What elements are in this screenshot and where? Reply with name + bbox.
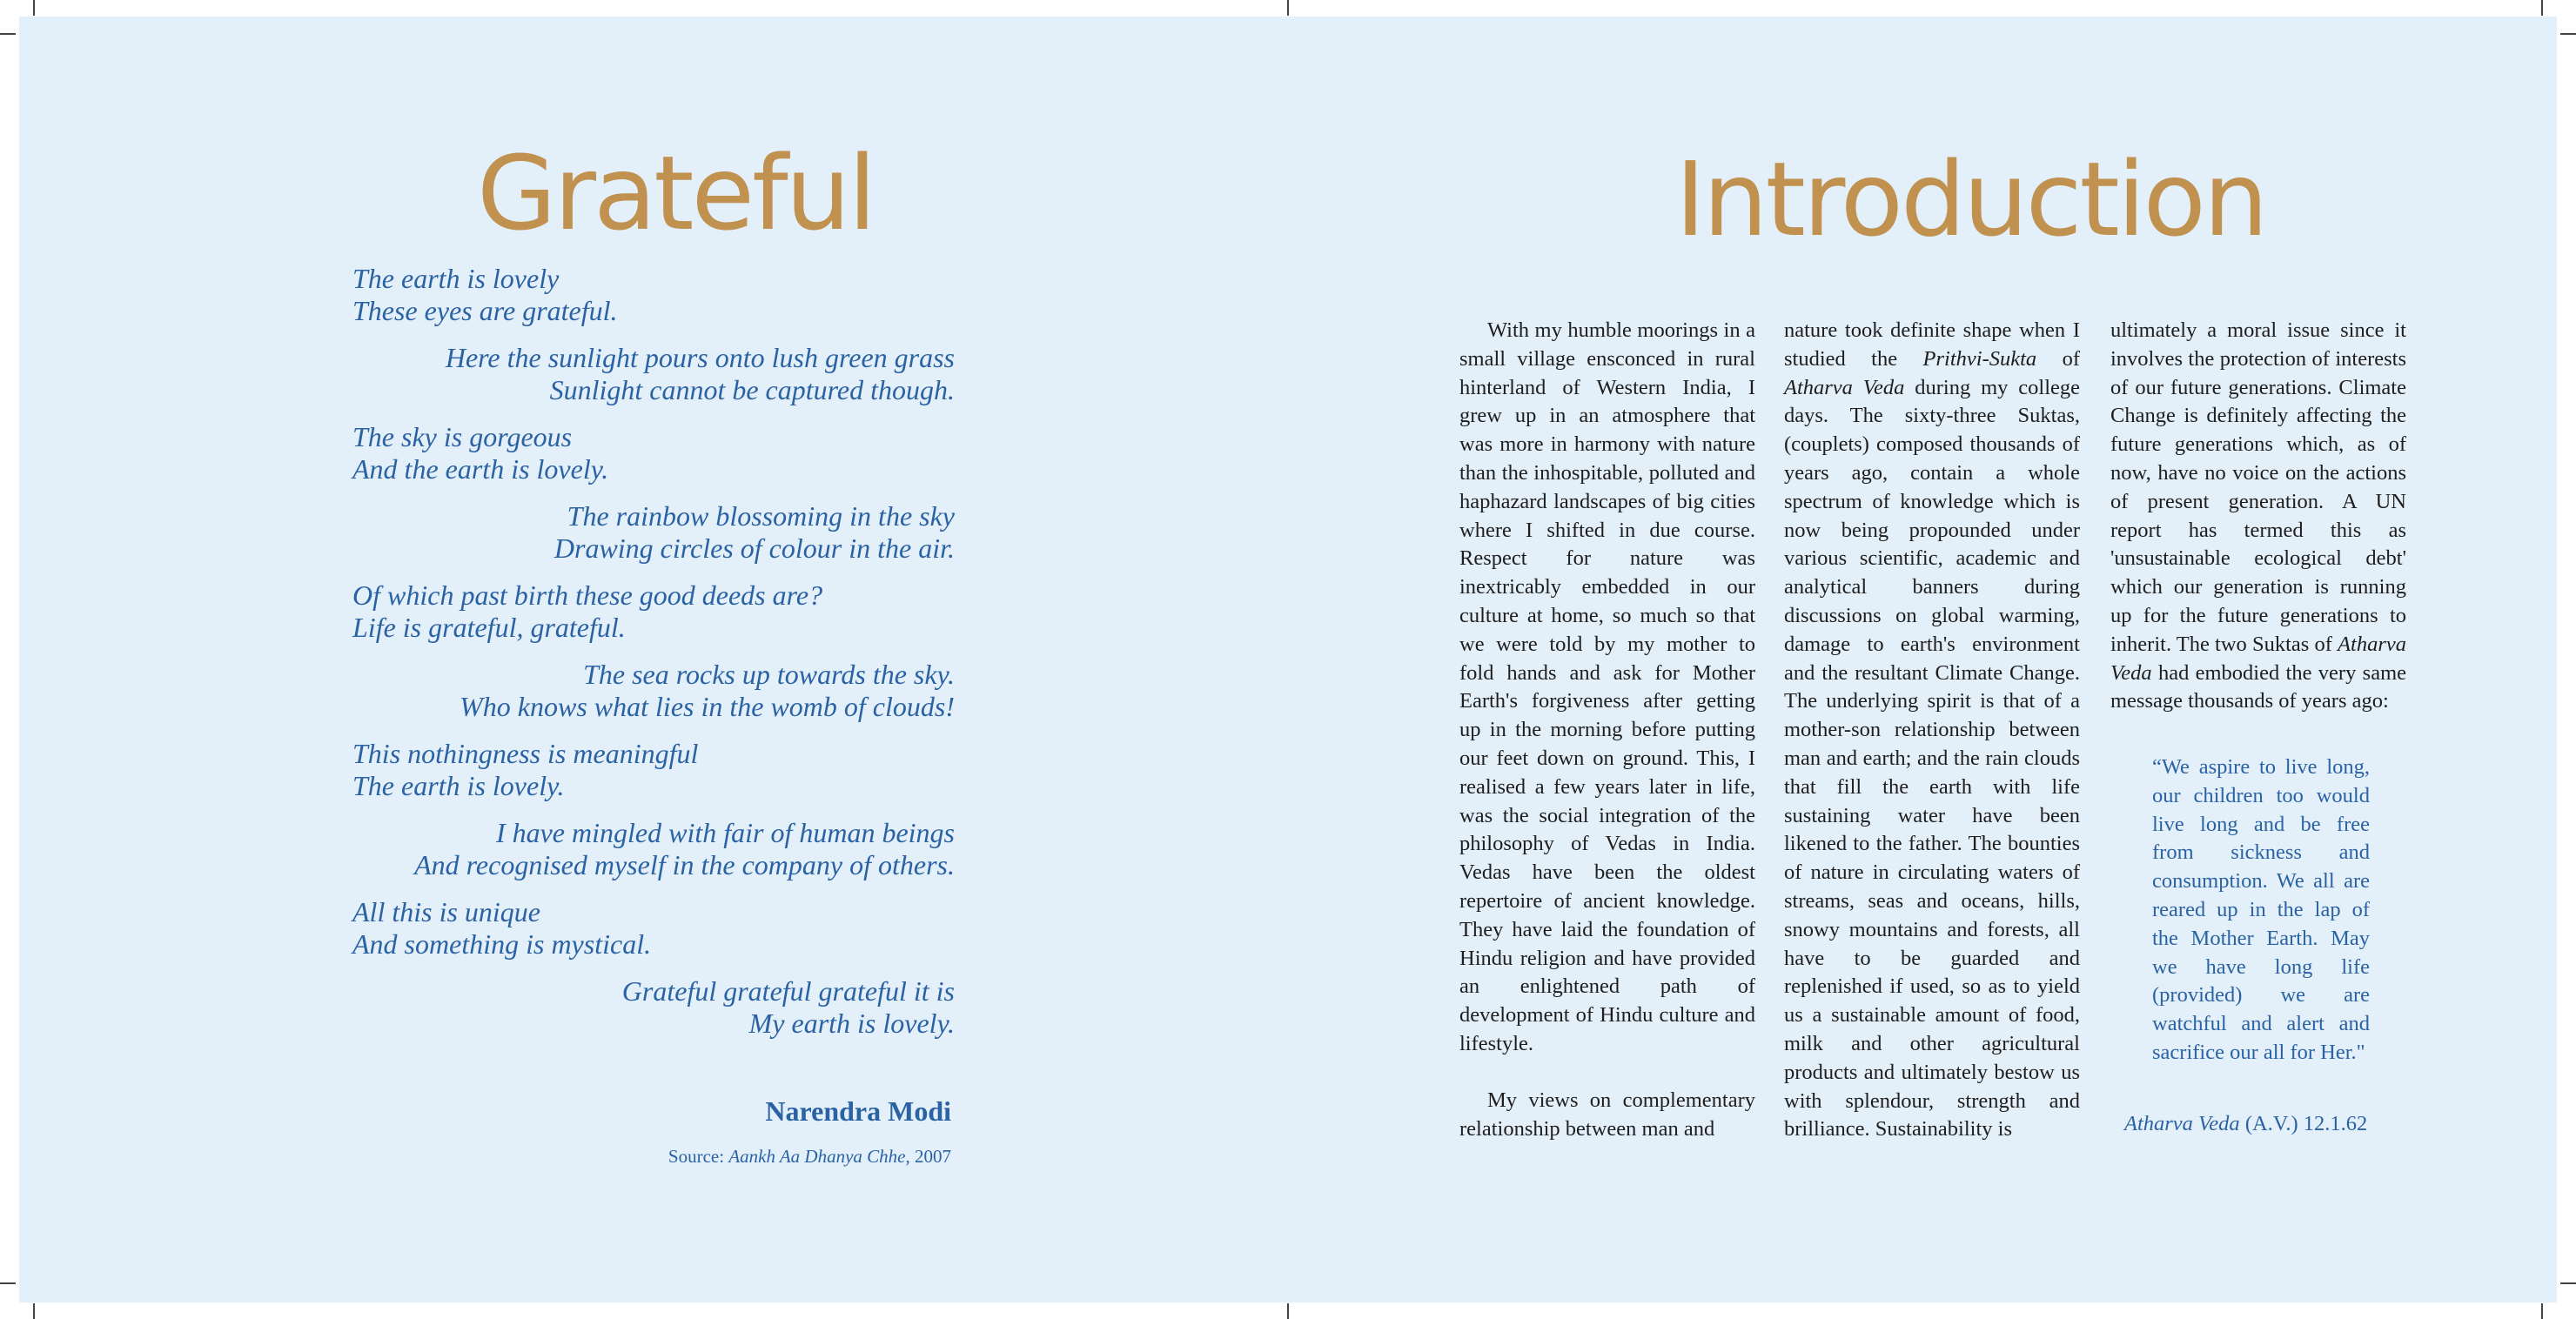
intro-emphasis: Atharva Veda [2110, 632, 2406, 685]
poem-line: Of which past birth these good deeds are? [352, 579, 823, 611]
intro-paragraph: With my humble moorings in a small village ensconced in rural hinterland of Western India, I grew up in an atmosphere that was more in harmony with nature than the inhospitable, polluted and haphazard landscapes of big cities where I shifted in due course. Respect for nature was inextricably embedded in our culture at home, so much so that we were told by my mother to fold hands and ask for Mother Earth's forgiveness after getting up in the morning before putting our feet down on ground. This, I realised a few years later in life, was the social integration of the philosophy of Vedas in India. Vedas have been the oldest repertoire of ancient knowledge. They have laid the foundation of Hindu religion and have provided an enlightened path of development of Hindu culture and lifestyle. [1459, 318, 1755, 1055]
poem-stanza [352, 659, 955, 723]
poem-line: This nothingness is meaningful [352, 738, 699, 769]
poem-stanza [352, 817, 955, 881]
poem-line: Drawing circles of colour in the air. [553, 532, 955, 564]
poem-title: Grateful [477, 133, 875, 253]
crop-mark-top-center [1287, 0, 1289, 16]
poem-line: These eyes are grateful. [352, 295, 618, 326]
poem-line: I have mingled with fair of human beings [495, 817, 955, 848]
poem-line: The earth is lovely [352, 263, 560, 294]
poem-stanza [352, 896, 955, 961]
crop-mark-right-bottom [2560, 1282, 2576, 1284]
source-year: , 2007 [905, 1146, 951, 1167]
poem-line: And the earth is lovely. [352, 453, 609, 485]
intro-column-1 [1459, 317, 1755, 1143]
poem-source [352, 1145, 951, 1168]
intro-emphasis: Atharva Veda [1784, 375, 1905, 399]
poem-line: Life is grateful, grateful. [352, 612, 626, 643]
intro-column-2 [1784, 317, 2080, 1144]
poem-stanza [352, 579, 955, 644]
poem-stanza [352, 500, 955, 565]
intro-text: nature took definite shape when I studied the [1784, 318, 2080, 371]
crop-mark-top-left [33, 0, 35, 16]
poem-stanza [352, 421, 955, 485]
citation-ref: (A.V.) 12.1.62 [2239, 1112, 2368, 1135]
poem-line: And something is mystical. [352, 928, 652, 960]
source-title: Aankh Aa Dhanya Chhe [728, 1146, 906, 1167]
poem-line: Grateful grateful grateful it is [621, 975, 955, 1007]
poem-line: The rainbow blossoming in the sky [567, 500, 955, 532]
intro-title: Introduction [1675, 139, 2266, 259]
poem-line: Sunlight cannot be captured though. [549, 374, 955, 405]
intro-text: had embodied the very same message thousands of years ago: [2110, 660, 2406, 713]
intro-emphasis: Prithvi-Sukta [1922, 346, 2037, 371]
poem-line: All this is unique [352, 896, 540, 927]
poem-stanza [352, 263, 955, 327]
poem-line: My earth is lovely. [748, 1008, 955, 1039]
poem-line: The earth is lovely. [352, 770, 565, 801]
poem-stanza [352, 342, 955, 406]
poem-stanza [352, 975, 955, 1040]
veda-quote: “We aspire to live long, our children too would live long and be free from sickness and consumption. We all are reared up in the lap of the Mother Earth. May we have long life (provided) we are watchful and alert and sacrifice our all for Her." [2152, 755, 2370, 1064]
intro-text: during my college days. The sixty-three Suktas, (couplets) composed thousands of years ago, contain a whole spectrum of knowledge which is now being propounded under various scientific, academic and analytical banners during discussions on global warming, damage to earth's environment and the resultant Climate Change. The underlying spirit is that of a mother-son relationship between man and earth; and the rain clouds that fill the earth with life sustaining water have been likened to the father. The bounties of nature in circulating waters of streams, seas and oceans, hills, snowy mountains and forests, all have to be guarded and replenished if used, so as to yield us a sustainable amount of food, milk and other agricultural products and ultimately bestow us with splendour, strength and brilliance. Sustainability is [1784, 375, 2080, 1142]
veda-citation [2124, 1110, 2403, 1138]
intro-paragraph [1784, 317, 2080, 1144]
crop-mark-left-bottom [0, 1282, 16, 1284]
source-label: Source: [667, 1146, 729, 1167]
crop-mark-right-top [2560, 33, 2576, 35]
poem-stanza [352, 738, 955, 802]
crop-mark-bottom-left [33, 1303, 35, 1319]
intro-column-3 [2110, 317, 2406, 716]
poem-line: And recognised myself in the company of others. [414, 849, 955, 880]
crop-mark-bottom-right [2541, 1303, 2543, 1319]
poem-line: The sea rocks up towards the sky. [583, 659, 955, 690]
intro-paragraph: My views on complementary relationship between man and [1459, 1088, 1755, 1141]
intro-text: of [2036, 346, 2080, 371]
intro-paragraph [2110, 317, 2406, 716]
poem-line: Who knows what lies in the womb of clouds! [460, 691, 955, 722]
crop-mark-top-right [2541, 0, 2543, 16]
crop-mark-bottom-center [1287, 1303, 1289, 1319]
citation-title: Atharva Veda [2124, 1112, 2240, 1135]
poem-line: The sky is gorgeous [352, 421, 573, 452]
poem [352, 263, 955, 1055]
poem-author: Narendra Modi [765, 1095, 951, 1127]
intro-text: ultimately a moral issue since it involves the protection of interests of our future generations. Climate Change is definitely affecting the future generations which, as of now, have no voice on the actions of present generation. A UN report has termed this as 'unsustainable ecological debt' which our generation is running up for the future generations to inherit. The two Suktas of [2110, 318, 2406, 656]
poem-line: Here the sunlight pours onto lush green grass [445, 342, 955, 373]
crop-mark-left-top [0, 33, 16, 35]
